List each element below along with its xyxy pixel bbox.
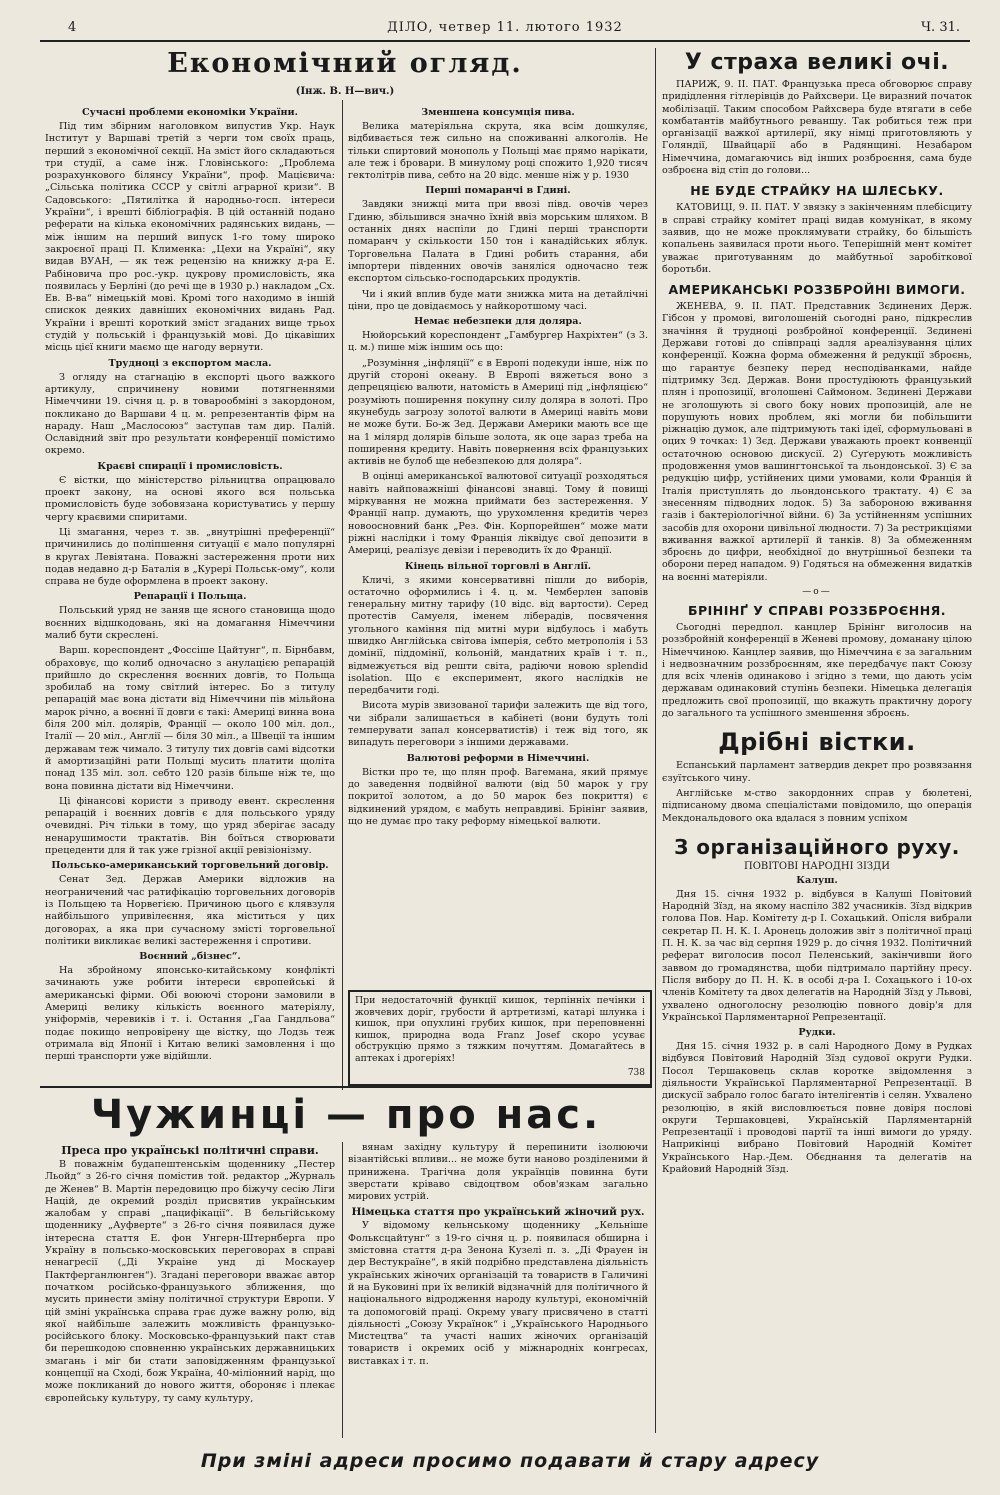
- section-heading: Репарації і Польща.: [133, 591, 247, 603]
- economic-col-2: [348, 104, 648, 984]
- paragraph: Є вістки, що міністерство рільництва опрацювало проект закону, на основі якого вся польська промисловість буде зобовязана користуватись у першу чергу краєвими спиритами.: [45, 474, 335, 523]
- column-rule: [342, 100, 343, 1090]
- paragraph: Англійське м-ство закордонних справ у бюлетені, підписаному двома спеціалістами повідомило, що операція Мекдональдового ока вдалася з повним успіхом: [662, 787, 972, 824]
- section-heading: Трудноці з експортом масла.: [108, 357, 272, 369]
- section-heading: Німецька стаття про український жіночий рух.: [351, 1206, 645, 1219]
- economic-review-author: (Інж. В. Н—вич.): [295, 86, 395, 97]
- section-rule: [40, 1086, 652, 1088]
- paragraph: Велика матеріяльна скрута, яка всім дошкуляє, відбивається теж сильно на споживанні алкоголів. Не тільки спиртовий монополь у Польщі має прямо нарікати, але теж і бровари. В минулому році спожито 1,920 тисяч гектолітрів пива, себто на 20 відс. менше ніж у р. 1930: [348, 121, 648, 182]
- paragraph: Завдяки знижці мита при ввозі півд. овочів через Гдиню, збільшився значно їхній ввіз морським шляхом. В останніх днях наспіли до Гдині перші транспорти помаранч у скількости 150 тон і канадійських яблук. Торговельна Палата в Гдині робить старання, аби імпортери південних овочів заняліся одночасно теж експортом сільсько-господарських продуктів.: [348, 199, 648, 285]
- paragraph: КАТОВИЦІ, 9. II. ПАТ. У звязку з закінченням плебісциту в справі страйку комітет праці видав комунікат, в якому заявив, що не може проклямувати страйку, бо більшість копальень заявилася проти нього. Теперішній мент комітет уважає приготуванням до майбутньої заробіткової боротьби.: [662, 202, 972, 275]
- paragraph: „Розуміння „інфляції“ є в Европі подекуди інше, ніж по другій стороні океану. В Европі вяжеться воно з депрецяцією валюти, натомість в Америці під „інфляцією“ розуміють поширення покупну силу доляра в золоті. Про якунебудь загрозу золотої валюти в Америці навіть мови не може бути. Бо-ж Зед. Держави Америки мають все ще на 1 мілярд долярів більше золота, як оце зараз треба на поширення кредиту. Навіть повернення всіх французьких активів не булоб ще небезпекою для доляра“.: [348, 357, 648, 468]
- foreign-col-1: [45, 1142, 335, 1442]
- paragraph: Польський уряд не заняв ще ясного становища щодо воєнних відшкодовань, які на домагання Німеччини малиб бути скреслені.: [45, 605, 335, 641]
- paragraph: Варш. кореспондент „Фоссіше Цайтунг“, п. Бірнбавм, обраховує, що колиб одночасно з анулацією репарацій прийшло до скреслення воєнних довгів, то Польща зробилаб на тому світлий інтерес. Бо з титулу репарацій має вона дістати від Німеччини пів мільйона марок річно, а воєнні її довги є такі: Америці винна вона біля 200 міл. долярів, Франції — около 100 міл. дол., Італії — 20 міл., Англії — біля 30 міл., а Швеції та іншим державам теж чимало. З титулу тих довгів самі відсотки й амортизаційні рати Польщі мусить платити щоліта понад 135 міл. зол. себто 120 разів більше ніж те, що вона повинна дістати від Німеччини.: [45, 645, 335, 792]
- headline-small-news: Дрібні вістки.: [718, 728, 916, 757]
- paragraph: Ці змагання, через т. зв. „внутрішні преференції“ причинились до поліпшення ситуації є мало популярні в кругах Левіятана. Поважні застереження проти них подав недавно д-р Баталія в „Курері Польськ-ому“, коли справа не буде оформлена в проект закону.: [45, 526, 335, 588]
- paragraph: В оцінці американської валютової ситуації розходяться навіть найповажніші фінансові знавці. Тому й повищі міркування не можна приймати без застереження. У Франції напр. думають, що урухомлення кредитів через новоосновний банк „Рез. Фін. Корпорейшен“ може мати ріжні наслідки і тому Франція ліквідує свої депозити в Америці, реалізує девізи і переводить їх до Франції.: [348, 471, 648, 557]
- headline-strike: НЕ БУДЕ СТРАЙКУ НА ШЛЕСЬКУ.: [690, 183, 944, 199]
- column-rule: [342, 1142, 343, 1438]
- section-heading: Валютові реформи в Німеччині.: [406, 752, 590, 764]
- paragraph: Під тим збірним наголовком випустив Укр. Наук Інститут у Варшаві третій з черги том своїх праць, перший з економічної секції. На зміст його складаються три студії, а саме інж. Гловінського: „Проблема розрахункового білянсу України“, проф. Мацієвича: „Сільська політика СССР у світлі аграрної кризи“. В Садовського: „Пятилітка й народньо-госп. інтереси України“, і врешті бібліографія. В цій останній подано реферати на кілька економічних радянських видань, — між іншим на перший випуск 1-го тому широко закроєної праці П. Клименка: „Цехи на Україні“, яку видав ВУАН, — як теж рецензію на книжку д-ра Е. Рабіновича про рос.-укр. цукрову промисловість, яка появилась у Берліні (до речі ще в 1930 р.) накладом „Сх. Eв. В-ва“ німецькій мові. Кромі того находимо в іншій спискок деяких давніших економічних видань Рад. України і врешті короткий зміст згаданих вище трьох студій у польській і французькій мові. До цікавіших місць цієї книги маємо ще нагоду вернути.: [45, 121, 335, 354]
- column-rule-main: [655, 48, 656, 1433]
- location-heading: Калуш.: [796, 874, 838, 886]
- headline-fear: У страха великі очі.: [684, 50, 950, 75]
- section-heading: Преса про українські політичні справи.: [61, 1144, 319, 1157]
- footer-notice: При зміні адреси просимо подавати й стару адресу: [200, 1450, 820, 1472]
- paragraph: ПАРИЖ, 9. II. ПАТ. Французька преса обговорює справу придідлення гітлерівців до Райхсвери. Це виразний початок мобілізації. Таким способом Райхсвера буде втягати в себе комбатантів майбутнього реваншу. Так робиться теж при організації важкої артилерії, яку німці приготовляють у Голяндії, Швайцарії або в Радянщині. Незабаром Німеччина, домагаючись від інших розброєння, сама буде озброєна від стіп до голови...: [662, 79, 972, 177]
- paragraph: Еспанський парламент затвердив декрет про розвязання єзуїтського чину.: [662, 760, 972, 784]
- paragraph: ЖЕНЕВА, 9. II. ПАТ. Представник Зєдинених Держ. Гібсон у промові, виголошеній сьогодні рано, підкреслив значіння й трудноці розбройної конференції. Зєдинені Держави готові до співпраці задля ареалізування цілих конференції. Кожна форма обмеження й редукції зброєнь, що гарантує безпеку перед несподіванками, найде підтримку Зєд. Держав. Вони простудіюють французький плян і пропозиції, вголошені Саймоном. Зєдинені Держави не зголошують зі свого боку нових пропозицій, але не порушують нових проблем, які могли би побільшити ріжнацію думок, але підтримують такі ідеї, сформульовані в оцих 9 точках: 1) Зєд. Держави уважають проект конвенції остаточною основою дискусії. 2) Суґерують можливість продовження умов вашингтонської та льондонської. 3) Є за редукцію цифр, устійнених цими умовами, коли Франція й Італія приступлять до льондонського трактату. 4) Є за знесенням підводних лодок. 5) За забороною вживання газів і бактеріологічної війни. 6) За устійненням успішних засобів для охорони цивільної людности. 7) За рестрикціями вживання важкої артилерії й танків. 8) За обмеженням зброєнь до цифри, необхідної до внутрішньої безпеки та оборони перед нападом. 9) Годяться на обмеження видатків на воєнні матеріяли.: [662, 301, 972, 583]
- right-column: [662, 48, 972, 1438]
- headline-organization: З організаційного руху.: [674, 834, 960, 859]
- paragraph: На збройному японсько-китайському конфлікті зачинають уже робити інтереси європейські й американські фірми. Обі воюючі сторони замовили в Америці велику кількість воєнного матеріялу, уніформів, черевиків і т. і. Остання „Гаа Гандльова“ подає покищо непровірену ще вістку, що Лодзь теж отримала від Японії і Китаю великі замовлення і що перші транспорти уже відійшли.: [45, 965, 335, 1063]
- paragraph: Сенат Зед. Держав Америки відложив на неограничений час ратифікацію торговельних договорів із Польщею та Норвегією. Причиною цього є клявзуля найбільшого упривілеєння, яка міститься у цих договорах, а яка при сучасному змісті торговельної політики викликає великі застереження і спротиви.: [45, 874, 335, 947]
- location-heading: Рудки.: [798, 1027, 836, 1039]
- paragraph: У відомому кельнському щоденнику „Кельніше Фольксцайтунг“ з 19-го січня ц. р. появилася обширна і змістовна стаття д-ра Зенона Кузелі п. з. „Ді Фрауен ін дер Вестукраїне“, в якій подрібно представлена діяльність українських жіночих організацій та товариств в Галичині й на Буковині при їх великій відзначній для політичного й національного відродження народу культурі, економічній та допомоговій праці. Окрему увагу присвячено в статті діяльності „Союзу Українок“ і „Українського Народнього Мистецтва“ та участі наших жіночих організацій товариств і окремих осіб у міжнародніх конгресах, виставках і т. п.: [348, 1220, 648, 1367]
- paragraph: Ці фінансові користи з приводу евент. скреслення репарацій і воєнних довгів є для польського уряду очевидні. Річ тільки в тому, що уряд зберігає засаду ненарушимости трактатів. Він боїться створювати прецеденти для й так уже грізної акції ревізіонізму.: [45, 795, 335, 857]
- ad-number: 738: [627, 1067, 645, 1078]
- headline-disarm: АМЕРИКАНСЬКІ РОЗЗБРОЙНІ ВИМОГИ.: [668, 282, 966, 298]
- section-heading: Зменшена консумція пива.: [421, 107, 575, 118]
- economic-review-title: Економічний огляд.: [167, 48, 523, 79]
- issue-number: Ч. 31.: [921, 20, 960, 35]
- paragraph: В поважнім будапештенськім щоденнику „Пестер Льойд“ з 26-го січня помістив той. редактор „Журналь де Женев“ В. Мартін передовицю про біжучу сесію Ліги Націй, де окремий розділ присвятив українським жалобам у справі „пацифікації“. В бельгійському щоденнику „Ауфверте“ з 26-го січня появилася дуже інтересна стаття Е. фон Унгерн-Штернберга про Україну в польсько-московських переговорах в справі ненагресії („Ді Украіне унд ді Москауер Пактферганлюнген“). Згадані переговори вважає автор початком російсько-французького зближення, що мусить принести зміну політичної структури Европи. У цій зміні українська справа грає дуже важну ролю, від якої найбільше залежить можливість французько-російського блоку. Московсько-французький пакт став би перешкодою сповненню українських державницьких змагань і міг би стати заповідженням французької концепції на Сході, бож Україна, 40-міліонний нарід, що може покликаний до нового життя, обороняє і плекає європейську культуру, ту саму культуру,: [45, 1159, 335, 1404]
- foreign-col-2: [348, 1142, 648, 1442]
- economic-col-1: [45, 104, 335, 1094]
- section-heading: Немає небезпеки для доляра.: [414, 316, 582, 328]
- paragraph: Дня 15. січня 1932 р. відбувся в Калуші Повітовий Народній Зїзд, на якому наспіло 382 учасників. Зїзд відкрив голова Пов. Нар. Комітету д-р І. Сохацький. Опісля вибрали секретар П. Н. К. І. Аронець доложив звіт з політичної праці П. Н. К. за час від серпня 1929 р. до січня 1932. Політичний реферат виголосив посол Пеленський, закінчивши його заввом до громадянства, щоби підтримало партійну пресу. Після вибору до П. Н. К. в особі д-ра І. Сохацького і 10-ох членів Комітету та двох делегатів на Народній Зїзд у Львові, ухвалено одноголосну резолюцію повного довір'я для Української Парляментарної Репрезентації.: [662, 888, 972, 1023]
- page-number: 4: [68, 20, 77, 35]
- paragraph: Вістки про те, що плян проф. Вагемана, який прямує до заведення подвійної валюти (від 50 марок у гру покритої золотом, а до 50 марок без покриття) є відкинений урядом, є мабуть неправдиві. Брінінг заявив, що не думає про таку реформу німецької валюти.: [348, 766, 648, 827]
- newspaper-date: ДІЛО, четвер 11. лютого 1932: [387, 20, 623, 35]
- paragraph: Дня 15. січня 1932 р. в салі Народного Дому в Рудках відбувся Повітовий Народній Зїзд судової округи Рудки. Посол Тершаковець склав коротке звідомлення з діяльности Української Парляментарної Репрезентації. В дискусії забрало голос багато інтелігентів і селян. Ухвалено резолюцію, в якій висловлюється повне довіря послові округи Тершаковцеві, Українській Парляментарній Репрезентації і проводові партії та інші вимоги до уряду. Наприкінці вибрано Повітовий Народній Комітет Українського Нар.-Дем. Обєднання та делегатів на Крайовий Народній Зїзд.: [662, 1041, 972, 1176]
- ornament-divider: —o—: [802, 586, 832, 597]
- section-heading: Краєві спирації і промисловість.: [97, 460, 283, 472]
- paragraph: Висота мурів звизованої тарифи залежить ще від того, чи зібрали залишається в кабінеті (вони будуть толі темперувати запал консерватистів) і теж від того, як випадуть переговори з іншими державами.: [348, 700, 648, 749]
- section-heading: Польсько-американський торговельний договір.: [51, 860, 329, 872]
- paragraph: Сьогодні передпол. канцлер Брінінг виголосив на роззбройній конференції в Женеві промову, доманану цілою Німеччиною. Канцлер заявив, що Німеччина є за загальним і недвозначним роззброєнням, яке передбачує пакт Союзу для всіх членів одинаково і згідно з теми, що дають усім державам одинаковий ступінь безпеки. Німецька делегація предложить свої пропозиції, що вкажуть практичну дорогу до загального та успішного зменшення зброєнь.: [662, 621, 972, 720]
- paragraph: Чи і який вплив буде мати знижка мита на детайлічні ціни, про це довідаємось у найкоротшому часі.: [348, 288, 648, 312]
- paragraph: Кличі, з якими консервативні пішли до виборів, остаточно оформились і 4. ц. м. Чемберлен заповів генеральну митну тарифу (10 відс. від вартости). Серед протестів Самуеля, іменем ліберадів, посвячення угольного каміння під митні мури відбулось і мабуть швидко Англійська світова імперія, себто метрополія і 53 домінії, піддомінії, кольоній, мандатних країв і т. п., відмежується від решти світа, радіючи новою splendid isolation. Що є експеримент, якого наслідків не передбачити годі.: [348, 574, 648, 697]
- masthead: [40, 18, 970, 42]
- mineral-water-ad: [348, 990, 652, 1086]
- paragraph: З огляду на стагнацію в експорті цього важкого артикулу, спричинену новими потягненнями Німеччини 19. січня ц. р. в товарообміні з закордоном, покликано до Варшави 4 ц. м. репрезентантів фірм на нараду. Наш „Маслосоюз“ заступав там дир. Палій. Ославідний звіт про результати конференції помістимо окремо.: [45, 371, 335, 457]
- foreign-title: Чужинці — про нас.: [90, 1092, 602, 1138]
- section-heading: Перші помаранчі в Гдині.: [425, 185, 571, 197]
- ad-text: При недостаточній функції кишок, терпінніх печінки і жовчевих доріг, грубости й артретизмі, катарі шлунка і кишок, при опухлині грубих кишок, при переповненні кишок, природна вода Franz Josef скоро усуває обструкцію прямо з тяжким почуттям. Домагайтесь в аптеках і дрогеріях!: [355, 995, 645, 1064]
- section-heading: Воєнний „бізнес“.: [139, 951, 241, 963]
- paragraph: вянам західну культуру й перепинити ізолюючи візантійські впливи... не може бути наново розділеними й принижена. Трагічна доля українців повинна бути зверстати кріваво свідоцтвом обов'язкам загально мирових устрій.: [348, 1142, 648, 1203]
- headline-bruning: БРІНІНҐ У СПРАВІ РОЗЗБРОЄННЯ.: [687, 602, 947, 618]
- paragraph: Нюйорський кореспондент „Гамбургер Нахріхтен“ (з 3. ц. м.) пише між іншим ось що:: [348, 330, 648, 354]
- section-heading: Сучасні проблеми економіки України.: [81, 107, 299, 118]
- section-heading: Кінець вільної торговлі в Англії.: [404, 560, 592, 572]
- subheadline-congresses: ПОВІТОВІ НАРОДНІ ЗІЗДИ: [743, 860, 891, 872]
